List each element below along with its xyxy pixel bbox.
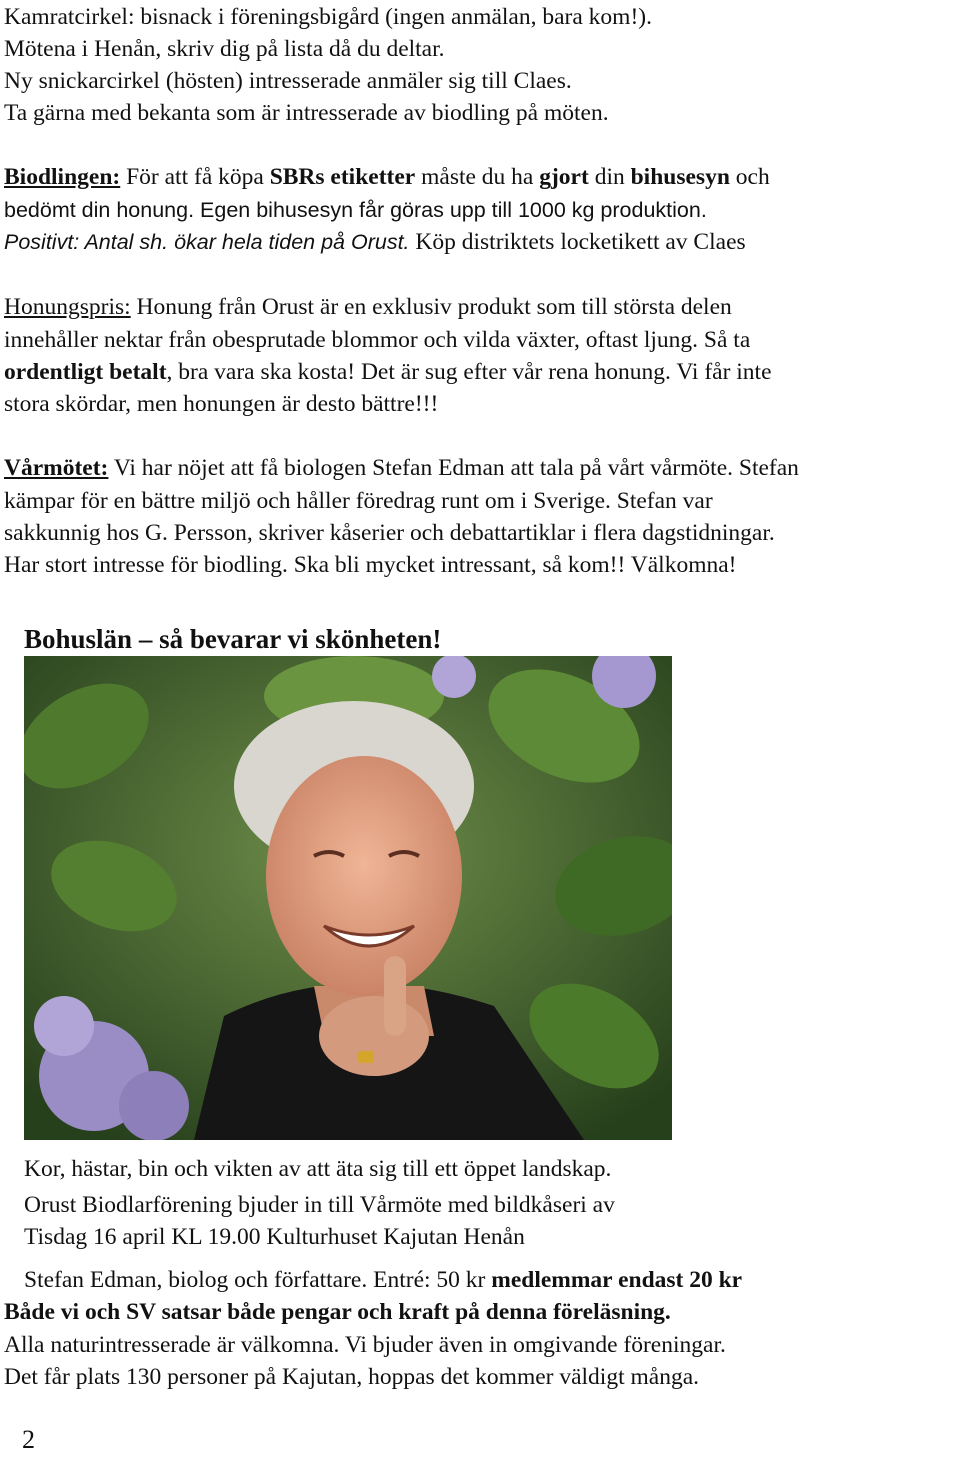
portrait-photo-image: [24, 656, 672, 1140]
honungspris-text: Honung från Orust är en exklusiv produkt som till största delen: [130, 294, 732, 320]
intro-line-2: Mötena i Henån, skriv dig på lista då du deltar.: [4, 36, 445, 62]
biodlingen-italic: Positivt: Antal sh. ökar hela tiden på Orust.: [4, 230, 410, 254]
honungspris-line-2: innehåller nektar från obesprutade blommor och vilda växter, oftast ljung. Så ta: [4, 327, 751, 353]
honungspris-line-1: [4, 292, 732, 322]
honungspris-label: Honungspris:: [4, 294, 131, 320]
biodlingen-text: måste du ha: [415, 164, 540, 190]
biodlingen-bold-bihusesyn: bihusesyn: [630, 164, 730, 190]
biodlingen-text: För att få köpa: [120, 164, 270, 190]
event-line-4: [24, 1265, 742, 1295]
honungspris-text: , bra vara ska kosta! Det är sug efter vår rena honung. Vi får inte: [166, 359, 772, 385]
page-number: 2: [22, 1425, 35, 1454]
varmotet-line-1: [4, 453, 799, 483]
varmotet-line-4: Har stort intresse för biodling. Ska bli mycket intressant, så kom!! Välkomna!: [4, 552, 737, 578]
varmotet-line-2: kämpar för en bättre miljö och håller föredrag runt om i Sverige. Stefan var: [4, 488, 713, 514]
biodlingen-bold-gjort: gjort: [539, 164, 589, 190]
biodlingen-line-2: bedömt din honung. Egen bihusesyn får göras upp till 1000 kg produktion.: [4, 198, 707, 222]
biodlingen-line-3: [4, 227, 746, 257]
biodlingen-label: Biodlingen:: [4, 164, 121, 190]
biodlingen-bold-etiketter: SBRs etiketter: [269, 164, 416, 190]
intro-line-1: Kamratcirkel: bisnack i föreningsbigård (ingen anmälan, bara kom!).: [4, 4, 652, 30]
intro-line-3: Ny snickarcirkel (hösten) intresserade anmäler sig till Claes.: [4, 68, 572, 94]
event-line-7: Det får plats 130 personer på Kajutan, hoppas det kommer väldigt många.: [4, 1364, 700, 1390]
biodlingen-text: Köp distriktets locketikett av Claes: [409, 229, 746, 255]
portrait-photo: [24, 656, 672, 1140]
varmotet-line-3: sakkunnig hos G. Persson, skriver kåserier och debattartiklar i flera dagstidningar.: [4, 520, 775, 546]
intro-line-4: Ta gärna med bekanta som är intresserade av biodling på möten.: [4, 100, 609, 126]
varmotet-text: Vi har nöjet att få biologen Stefan Edman att tala på vårt vårmöte. Stefan: [108, 455, 799, 481]
honungspris-bold: ordentligt betalt: [4, 359, 167, 385]
honungspris-line-3: [4, 357, 772, 387]
varmotet-label: Vårmötet:: [4, 455, 109, 481]
event-line-5: Både vi och SV satsar både pengar och kraft på denna föreläsning.: [4, 1299, 671, 1325]
honungspris-line-4: stora skördar, men honungen är desto bättre!!!: [4, 391, 439, 417]
section-heading: Bohuslän – så bevarar vi skönheten!: [24, 624, 442, 654]
event-line-6: Alla naturintresserade är välkomna. Vi bjuder även in omgivande föreningar.: [4, 1332, 726, 1358]
event-entry-text: Stefan Edman, biolog och författare. Entré: 50 kr: [24, 1267, 492, 1293]
biodlingen-text: din: [588, 164, 631, 190]
event-line-2: Orust Biodlarförening bjuder in till Vårmöte med bildkåseri av: [24, 1192, 615, 1218]
biodlingen-line-1: [4, 162, 770, 192]
event-member-price: medlemmar endast 20 kr: [491, 1267, 743, 1293]
biodlingen-text: och: [729, 164, 770, 190]
event-line-3: Tisdag 16 april KL 19.00 Kulturhuset Kajutan Henån: [24, 1224, 525, 1250]
event-line-1: Kor, hästar, bin och vikten av att äta sig till ett öppet landskap.: [24, 1156, 612, 1182]
